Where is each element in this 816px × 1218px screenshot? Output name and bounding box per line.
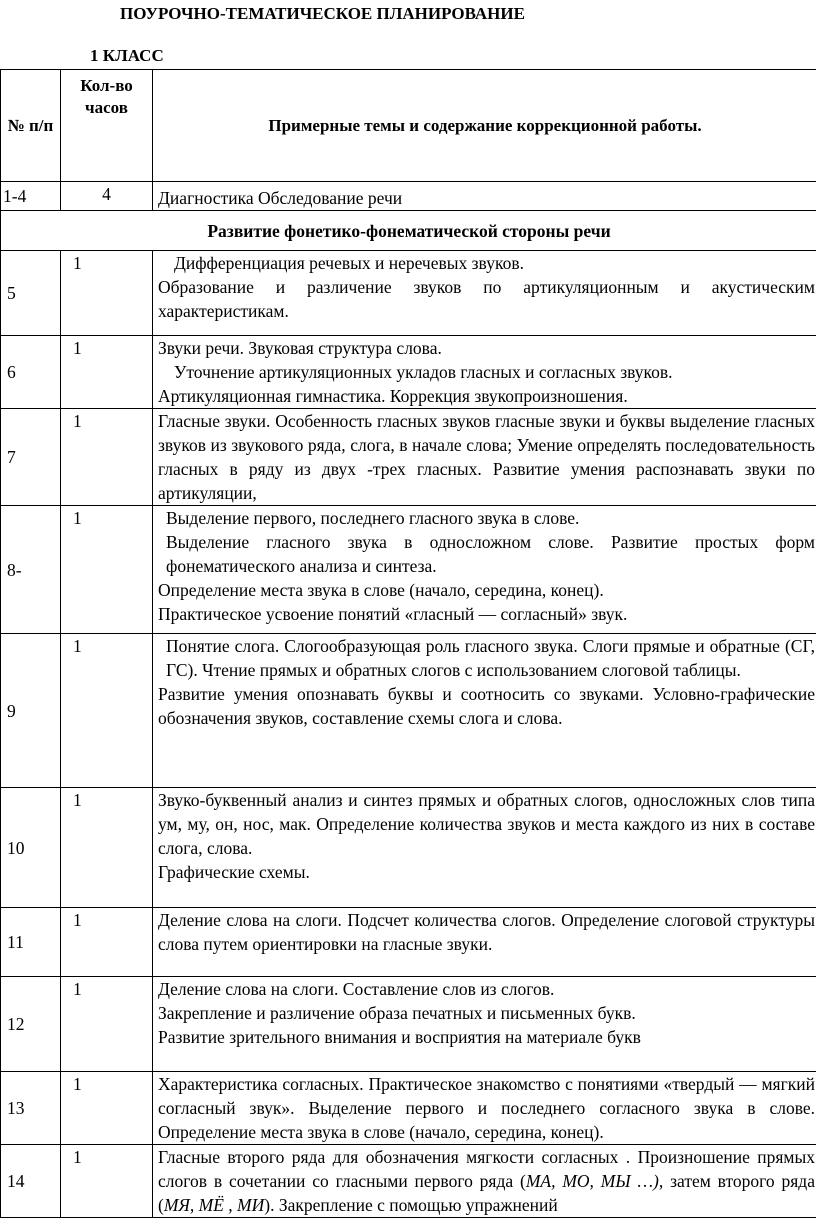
row14-text-1: Гласные второго ряда для обозначения мягкости согласных . Произношение прямых слогов в сочетании со гласными первого ряда ( xyxy=(158,1147,815,1191)
row-topic xyxy=(153,634,816,788)
row-number: 6 xyxy=(1,336,61,409)
topic-line: Графические схемы. xyxy=(158,860,815,884)
header-number: № п/п xyxy=(1,70,61,182)
topic-line: Образование и различение звуков по артикуляционным и акустическим характеристикам. xyxy=(158,275,815,323)
row-number: 1-4 xyxy=(1,182,61,211)
topic-line: Звуки речи. Звуковая структура слова. xyxy=(158,336,815,360)
table-row xyxy=(1,336,816,409)
row-number: 11 xyxy=(1,908,61,977)
row-hours: 1 xyxy=(61,336,153,409)
table-row xyxy=(1,506,816,634)
topic-line: Деление слова на слоги. Подсчет количества слогов. Определение слоговой структуры слова путем ориентировки на гласные звуки. xyxy=(158,908,815,956)
table-row xyxy=(1,1072,816,1145)
topic-line: Развитие умения опознавать буквы и соотносить со звуками. Условно-графические обозначения звуков, составление схемы слога и слова. xyxy=(158,682,815,730)
row14-italic-2: МЯ, МЁ , МИ xyxy=(164,1195,264,1215)
row-topic xyxy=(153,908,816,977)
topic-line: Понятие слога. Слогообразующая роль гласного звука. Слоги прямые и обратные (СГ, ГС). Чтение прямых и обратных слогов с использованием слоговой таблицы. xyxy=(158,634,815,682)
row-hours: 1 xyxy=(61,788,153,908)
row-number: 12 xyxy=(1,977,61,1072)
topic-line: Деление слова на слоги. Составление слов из слогов. xyxy=(158,977,815,1001)
row-hours: 4 xyxy=(61,182,153,211)
row-hours: 1 xyxy=(61,251,153,336)
topic-line: Развитие зрительного внимания и восприятия на материале букв xyxy=(158,1025,815,1049)
topic-line: Артикуляционная гимнастика. Коррекция звукопроизношения. xyxy=(158,384,815,408)
row-topic xyxy=(153,336,816,409)
row-number: 13 xyxy=(1,1072,61,1145)
table-row xyxy=(1,788,816,908)
row-number: 5 xyxy=(1,251,61,336)
row-topic xyxy=(153,1145,816,1218)
section-heading: Развитие фонетико-фонематической стороны речи xyxy=(1,211,816,251)
topic-line: Выделение гласного звука в односложном слове. Развитие простых форм фонематического анализа и синтеза. xyxy=(158,530,815,578)
topic-line: Выделение первого, последнего гласного звука в слове. xyxy=(158,506,815,530)
row-topic xyxy=(153,251,816,336)
table-row xyxy=(1,634,816,788)
row-hours: 1 xyxy=(61,634,153,788)
class-subtitle: 1 КЛАСС xyxy=(90,46,164,66)
row14-text-2: затем второго ряда ( xyxy=(158,1171,815,1215)
header-topic: Примерные темы и содержание коррекционной работы. xyxy=(153,70,816,182)
row-topic xyxy=(153,409,816,506)
row-topic xyxy=(153,977,816,1072)
row-hours: 1 xyxy=(61,908,153,977)
table-row xyxy=(1,182,816,211)
table-row xyxy=(1,908,816,977)
topic-line: Определение места звука в слове (начало, середина, конец). xyxy=(158,578,815,602)
row-hours: 1 xyxy=(61,1072,153,1145)
lesson-plan-table xyxy=(0,69,816,1218)
row-number: 14 xyxy=(1,1145,61,1218)
row-hours: 1 xyxy=(61,977,153,1072)
row14-italic-1: МА, МО, МЫ …), xyxy=(526,1171,663,1191)
row-number: 7 xyxy=(1,409,61,506)
topic-line: Звуко-буквенный анализ и синтез прямых и обратных слогов, односложных слов типа ум, му, он, нос, мак. Определение количества звуков и места каждого из них в составе слога, слова. xyxy=(158,788,815,860)
page-title: ПОУРОЧНО-ТЕМАТИЧЕСКОЕ ПЛАНИРОВАНИЕ xyxy=(120,4,525,24)
row-number: 10 xyxy=(1,788,61,908)
row-topic xyxy=(153,1072,816,1145)
table-row xyxy=(1,1145,816,1218)
topic-line: Характеристика согласных. Практическое знакомство с понятиями «твердый — мягкий согласный звук». Выделение первого и последнего согласного звука в слове. Определение места звука в слове (начало, середина, конец). xyxy=(158,1072,815,1144)
row-topic xyxy=(153,788,816,908)
header-hours: Кол-во часов xyxy=(61,70,153,182)
table-row xyxy=(1,409,816,506)
row-topic xyxy=(153,506,816,634)
table-row xyxy=(1,251,816,336)
row-number: 9 xyxy=(1,634,61,788)
row-hours: 1 xyxy=(61,506,153,634)
table-body xyxy=(1,251,816,1145)
topic-line: Дифференциация речевых и неречевых звуков. xyxy=(158,251,815,275)
topic-line: Практическое усвоение понятий «гласный — согласный» звук. xyxy=(158,602,815,626)
table-row xyxy=(1,977,816,1072)
section-row xyxy=(1,211,816,251)
topic-line: Гласные звуки. Особенность гласных звуков гласные звуки и буквы выделение гласных звуков из звукового ряда, слога, в начале слова; Умение определять последовательность гласных в ряду из двух -трех гласных. Развитие умения распознавать звуки по артикуляции, xyxy=(158,409,815,505)
row-number: 8- xyxy=(1,506,61,634)
topic-line: Уточнение артикуляционных укладов гласных и согласных звуков. xyxy=(158,360,815,384)
row14-text-3: ). Закрепление с помощью упражнений xyxy=(264,1195,557,1215)
topic-line: Закрепление и различение образа печатных и письменных букв. xyxy=(158,1001,815,1025)
row-hours: 1 xyxy=(61,1145,153,1218)
row-hours: 1 xyxy=(61,409,153,506)
table-header-row xyxy=(1,70,816,182)
row-topic: Диагностика Обследование речи xyxy=(153,182,816,211)
